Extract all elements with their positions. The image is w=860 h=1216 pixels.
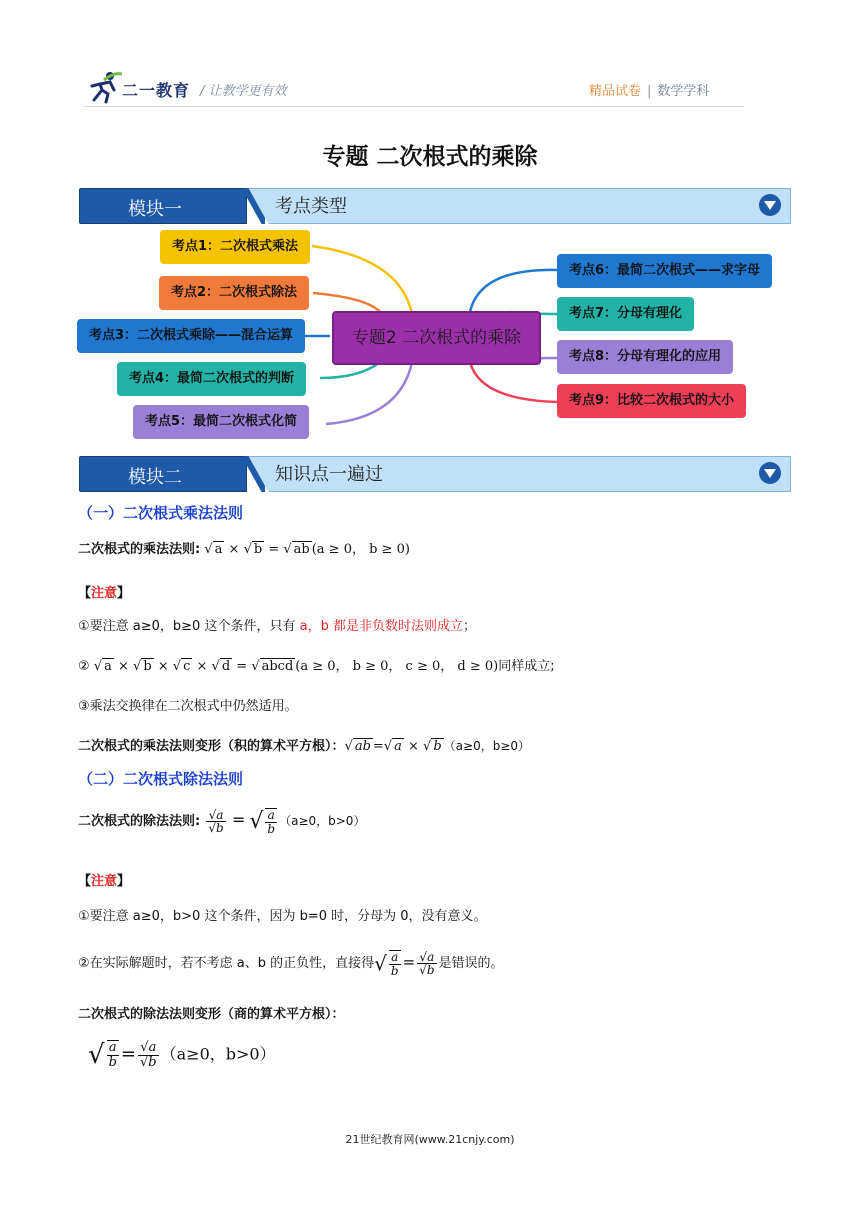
logo-runner-icon bbox=[88, 70, 122, 104]
note-heading-2 bbox=[78, 870, 130, 889]
module1-bar bbox=[79, 188, 792, 224]
header-label-premium: 精品试卷 bbox=[589, 84, 642, 99]
module2-tag-bg bbox=[79, 456, 247, 492]
chevron-down-icon[interactable] bbox=[758, 193, 782, 217]
div-rule-label: 二次根式的除法法则: bbox=[78, 814, 201, 830]
section2-title: （二）二次根式除法法则 bbox=[78, 770, 244, 788]
mindmap-node-9: 考点9：比较二次根式的大小 bbox=[557, 384, 746, 418]
div-note1: ①要注意 a≥0，b>0 这个条件，因为 b=0 时，分母为 0，没有意义。 bbox=[78, 909, 487, 924]
div-condition: （a≥0，b>0） bbox=[279, 814, 366, 829]
mult-rule-formula: √ a × √ b = √ ab (a ≥ 0， b ≥ 0) bbox=[204, 542, 410, 557]
module2-tag: 模块二 bbox=[128, 467, 182, 488]
div-transform-label: 二次根式的除法法则变形（商的算术平方根）： bbox=[78, 1007, 345, 1022]
mult-rule-label: 二次根式的乘法法则: bbox=[78, 542, 201, 557]
section1-title: （一）二次根式乘法法则 bbox=[78, 504, 244, 522]
mindmap-node-7: 考点7：分母有理化 bbox=[557, 297, 694, 331]
note1-pre: ①要注意 a≥0，b≥0 这个条件，只有 bbox=[78, 619, 300, 634]
logo-text: 二一教育 bbox=[122, 81, 191, 100]
module1-slash bbox=[235, 188, 265, 224]
eq: = bbox=[120, 1043, 136, 1065]
radicand-ab: ab bbox=[293, 542, 310, 557]
module2-label: 知识点一遍过 bbox=[275, 464, 383, 485]
page-title: 专题 二次根式的乘除 bbox=[322, 144, 538, 170]
note-bracket-close: 】 bbox=[117, 874, 131, 889]
div-transform: √ $\frac{a}{b}$ = $\frac{√a}{√b}$ （a≥0，b>0） bbox=[88, 1039, 276, 1070]
div-rule: 二次根式的除法法则: $\frac{√a}{√b}$ = √ $\frac{a}{b}$ （a≥0，b>0） bbox=[78, 807, 366, 836]
note2-formula: √ a × √ b × √ c × √ d = √ abcd (a ≥ 0， b ≥ 0， c ≥ 0， d ≥ 0) bbox=[93, 659, 499, 674]
slogan: / 让教学更有效 bbox=[200, 84, 287, 99]
eq: = bbox=[402, 953, 416, 972]
header-labels: 精品试卷 | 数学学科 bbox=[589, 84, 710, 99]
module2-bar bbox=[79, 456, 792, 492]
mindmap-node-3: 考点3：二次根式乘除——混合运算 bbox=[77, 319, 305, 353]
radicand-result: abcd bbox=[261, 659, 294, 674]
note-word: 注意 bbox=[91, 874, 118, 889]
note2-suffix: 同样成立; bbox=[498, 659, 555, 674]
header-divider bbox=[84, 106, 744, 107]
div-note2-pre: ②在实际解题时，若不考虑 a、b 的正负性，直接得 bbox=[78, 956, 375, 972]
chevron-down-icon[interactable] bbox=[758, 461, 782, 485]
div-note2: ②在实际解题时，若不考虑 a、b 的正负性，直接得√ $\frac{a}{b}$ = $\frac{√a}{√b}$ 是错误的。 bbox=[78, 949, 504, 978]
radicand: ab bbox=[354, 739, 371, 754]
note1 bbox=[78, 615, 476, 634]
mindmap-node-1: 考点1：二次根式乘法 bbox=[160, 230, 310, 264]
mindmap-node-2: 考点2：二次根式除法 bbox=[159, 276, 309, 310]
mult-transform-label: 二次根式的乘法法则变形（积的算术平方根）： bbox=[78, 739, 345, 754]
mult-rule bbox=[78, 538, 410, 557]
radicand: b bbox=[143, 659, 152, 674]
mindmap-node-5: 考点5：最简二次根式化简 bbox=[133, 405, 309, 439]
mindmap-node-8: 考点8：分母有理化的应用 bbox=[557, 340, 733, 374]
radicand-b: b bbox=[253, 542, 263, 557]
note-heading-1 bbox=[78, 582, 130, 601]
div-transform-cond: （a≥0，b>0） bbox=[160, 1044, 276, 1064]
note-bracket-open: 【 bbox=[78, 874, 92, 889]
note1-red: a，b 都是非负数时法则成立 bbox=[299, 619, 463, 634]
footer: 21世纪教育网(www.21cnjy.com) bbox=[345, 1133, 515, 1146]
eq: = bbox=[231, 810, 246, 830]
header-label-subject: 数学学科 bbox=[657, 84, 710, 99]
note-bracket-open: 【 bbox=[78, 586, 92, 601]
note2-condition: (a ≥ 0， b ≥ 0， c ≥ 0， d ≥ 0) bbox=[295, 659, 499, 674]
note2 bbox=[78, 655, 555, 674]
mindmap-center: 专题2 二次根式的乘除 bbox=[332, 311, 541, 365]
mult-transform bbox=[78, 735, 530, 754]
note-word: 注意 bbox=[91, 586, 118, 601]
div-note2-frac-right: $\frac{√a}{√b}$ bbox=[419, 949, 435, 978]
note3: ③乘法交换律在二次根式中仍然适用。 bbox=[78, 699, 298, 714]
mindmap-node-6: 考点6：最简二次根式——求字母 bbox=[557, 254, 772, 288]
note-bracket-close: 】 bbox=[117, 586, 131, 601]
module1-tag-bg bbox=[79, 188, 247, 224]
mult-condition: (a ≥ 0， b ≥ 0) bbox=[311, 542, 410, 557]
div-transform-frac-left: $\frac{a}{b}$ bbox=[108, 1040, 117, 1070]
radicand: a bbox=[104, 659, 112, 674]
eq: = bbox=[372, 739, 384, 754]
module1-tag: 模块一 bbox=[128, 199, 182, 220]
num: a bbox=[216, 807, 224, 822]
radicand: c bbox=[183, 659, 191, 674]
note1-post: ； bbox=[462, 619, 476, 634]
module2-slash bbox=[235, 456, 265, 492]
module1-label: 考点类型 bbox=[275, 196, 347, 217]
mult-transform-cond: （a≥0，b≥0） bbox=[443, 739, 531, 753]
radicand: b bbox=[433, 739, 442, 754]
div-transform-frac-right: $\frac{√a}{√b}$ bbox=[140, 1039, 157, 1070]
div-note2-frac-left: $\frac{a}{b}$ bbox=[390, 950, 399, 978]
den: b bbox=[216, 821, 224, 836]
mindmap-node-4: 考点4：最简二次根式的判断 bbox=[117, 362, 306, 396]
times: × bbox=[403, 739, 424, 754]
radicand: d bbox=[221, 659, 231, 674]
radicand-a: a bbox=[214, 542, 223, 557]
radicand: a bbox=[394, 739, 402, 754]
div-frac-left: $\frac{√a}{√b}$ bbox=[208, 807, 224, 836]
div-note2-post: 是错误的。 bbox=[438, 956, 504, 972]
mult-transform-formula: √ ab =√ a × √ b bbox=[344, 739, 442, 754]
note2-prefix: ② bbox=[78, 659, 90, 674]
div-frac-right: $\frac{a}{b}$ bbox=[267, 808, 276, 836]
